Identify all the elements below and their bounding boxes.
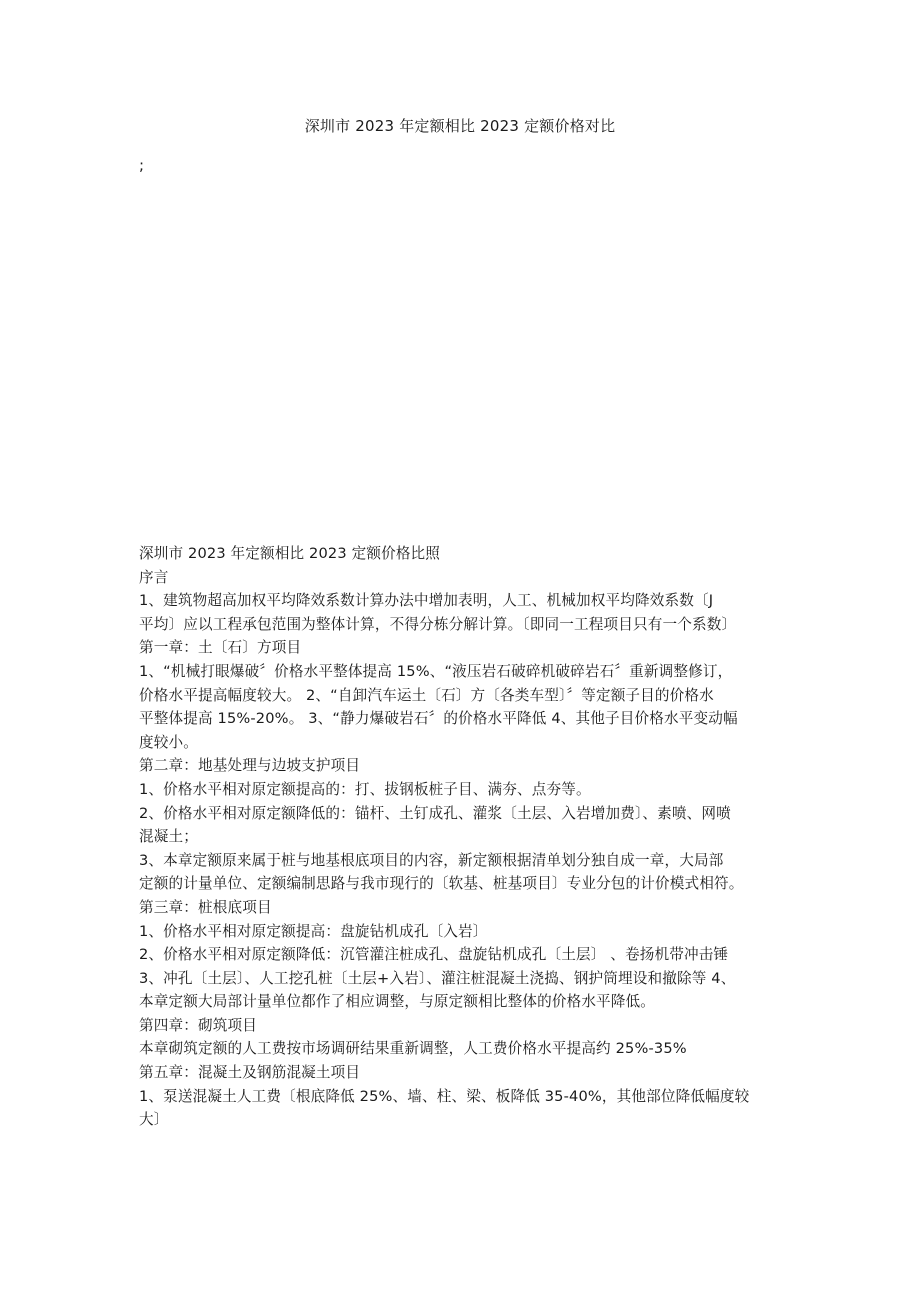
text-line: 本章定额大局部计量单位都作了相应调整，与原定额相比整体的价格水平降低。 [139, 993, 656, 1011]
text-line: 价格水平提高幅度较大。 2、“自卸汽车运土〔石〕方〔各类车型〕〞等定额子目的价格水 [139, 686, 714, 704]
text-line: 2、价格水平相对原定额降低：沉管灌注桩成孔、盘旋钻机成孔〔土层〕 、卷扬机带冲击锤 [139, 946, 729, 964]
chapter-heading: 第四章：砌筑项目 [139, 1016, 257, 1034]
text-line: 本章砌筑定额的人工费按市场调研结果重新调整，人工费价格水平提高约 25%-35% [139, 1040, 687, 1058]
body-text [139, 542, 789, 1132]
text-line: 1、价格水平相对原定额提高：盘旋钻机成孔〔入岩〕 [139, 922, 488, 940]
text-line: 1、建筑物超高加权平均降效系数计算办法中增加表明，人工、机械加权平均降效系数〔J [139, 592, 714, 610]
chapter-heading: 第二章：地基处理与边坡支护项目 [139, 757, 361, 775]
section-heading: 序言 [139, 568, 169, 586]
text-line: 深圳市 2023 年定额相比 2023 定额价格比照 [139, 545, 441, 562]
text-line: 混凝土； [139, 828, 198, 846]
chapter-heading: 第五章：混凝土及钢筋混凝土项目 [139, 1064, 361, 1082]
text-line: 1、泵送混凝土人工费〔根底降低 25%、墙、柱、梁、板降低 35-40%，其他部位降低幅度较 [139, 1087, 750, 1105]
text-line: 大〕 [139, 1111, 169, 1129]
stray-mark: ; [139, 156, 145, 174]
chapter-heading: 第三章：桩根底项目 [139, 898, 272, 916]
text-line: 1、“机械打眼爆破〞价格水平整体提高 15%、“液压岩石破碎机破碎岩石〞重新调整修订， [139, 662, 733, 680]
text-line: 定额的计量单位、定额编制思路与我市现行的〔软基、桩基项目〕专业分包的计价模式相符。 [139, 875, 744, 893]
text-line: 度较小。 [139, 733, 198, 751]
text-line: 1、价格水平相对原定额提高的：打、拔钢板桩子目、满夯、点夯等。 [139, 780, 591, 798]
chapter-heading: 第一章：土〔石〕方项目 [139, 639, 302, 657]
page-title: 深圳市 2023 年定额相比 2023 定额价格对比 [304, 117, 616, 135]
text-line: 3、冲孔〔土层〕、人工挖孔桩〔土层+入岩〕、灌注桩混凝土浇捣、钢护筒埋设和撤除等 4、 [139, 969, 736, 987]
text-line: 2、价格水平相对原定额降低的：锚杆、土钉成孔、灌浆〔土层、入岩增加费〕、素喷、网喷 [139, 804, 731, 822]
text-line: 3、本章定额原来属于桩与地基根底项目的内容，新定额根据清单划分独自成一章，大局部 [139, 851, 724, 869]
text-line: 平均〕应以工程承包范围为整体计算，不得分栋分解计算。〔即同一工程项目只有一个系数〕 [139, 615, 737, 633]
text-line: 平整体提高 15%-20%。 3、“静力爆破岩石〞的价格水平降低 4、其他子目价格水平变动幅 [139, 710, 738, 728]
